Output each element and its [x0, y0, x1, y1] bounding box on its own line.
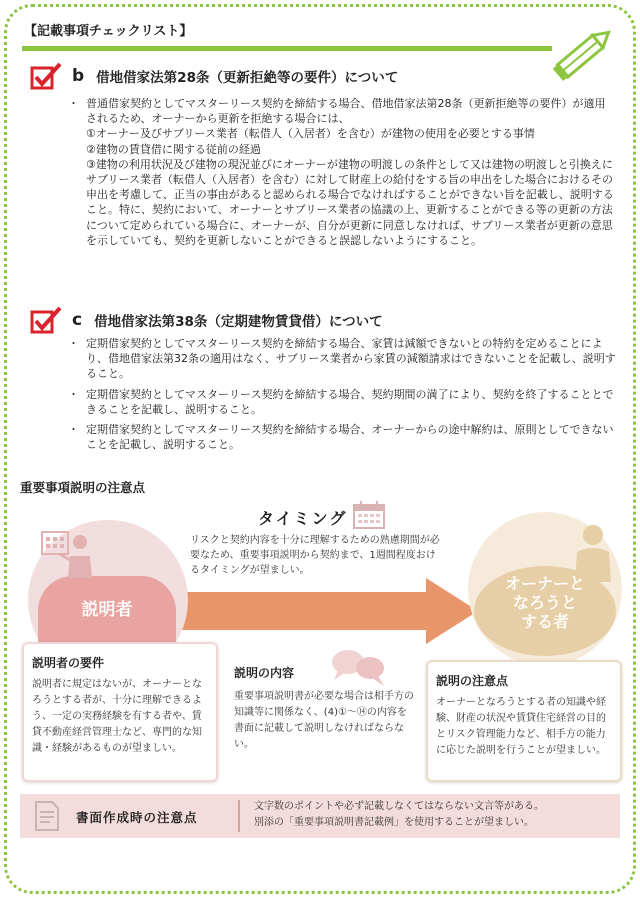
explainer-label: 説明者: [81, 600, 133, 620]
pencil-icon: [548, 18, 620, 88]
timing-title: タイミング: [258, 509, 348, 528]
list-item: ・ 定期借家契約としてマスターリース契約を締結する場合、オーナーからの途中解約は、原則としてできないことを記載し、説明すること。: [68, 422, 616, 452]
checkbox-checked-icon: [30, 306, 64, 334]
list-item: [68, 96, 616, 248]
explanation-content-block: [234, 664, 414, 753]
bullet-subline: ②建物の賃貸借に関する従前の経過: [86, 142, 261, 156]
timing-text: リスクと契約内容を十分に理解するための熟慮期間が必要なため、重要事項説明から契約まで、1週間程度おけるタイミングが望ましい。: [190, 535, 440, 576]
explanation-caution-card: [426, 660, 622, 782]
card-title: 説明の注意点: [436, 674, 509, 688]
section-c-title: 借地借家法第38条（定期建物賃貸借）について: [94, 314, 383, 330]
bullet-subline: ①オーナー及びサブリース業者（転借人（入居者）を含む）が建物の使用を必要とする事情: [86, 127, 535, 141]
content-title: 説明の内容: [234, 666, 295, 680]
content-text: 重要事項説明書が必要な場合は相手方の知識等に関係なく、(4)①～⑭の内容を書面に記載して説明しなければならない。: [234, 691, 414, 750]
document-icon: [32, 800, 62, 832]
list-item: ・ 定期借家契約としてマスターリース契約を締結する場合、家賃は減額できないとの特約を定めることにより、借地借家法第32条の適用はなく、サブリース業者から家賃の減額請求はできないことを記載し、説明すること。: [68, 336, 616, 382]
person-at-board-icon: [38, 528, 98, 584]
bottom-text: [254, 799, 544, 831]
section-c-letter: c: [72, 310, 83, 330]
bottom-text-line: 別添の「重要事項説明書記載例」を使用することが望ましい。: [254, 817, 534, 828]
bottom-divider: [238, 800, 240, 832]
page-title: 【記載事項チェックリスト】: [24, 24, 193, 39]
bullet-text: ・ 普通借家契約としてマスターリース契約を締結する場合、借地借家法第28条（更新拒絶等の要件）が適用されるため、オーナーから更新を拒絶する場合には、: [86, 97, 606, 126]
owner-label-line: なろうと: [512, 593, 577, 612]
owner-label-line: する者: [520, 612, 569, 631]
section-b-title: 借地借家法第28条（更新拒絶等の要件）について: [96, 70, 399, 86]
notes-heading: 重要事項説明の注意点: [20, 480, 146, 495]
owner-label-line: オーナーと: [504, 574, 585, 593]
checkbox-checked-icon: [30, 62, 64, 90]
bottom-label: 書面作成時の注意点: [76, 810, 198, 825]
owner-label: [474, 574, 616, 631]
section-b-heading: [30, 62, 398, 90]
bullet-subline: ③建物の利用状況及び建物の現況並びにオーナーが建物の明渡しの条件として又は建物の明渡しと引換えにサブリース業者（転借人（入居者）を含む）に対して財産上の給付をする旨の申出をした場合におけるその申出を考慮して、正当の事由があると認められる場合でなければすることができない旨を記載し、説明すること。特に、契約において、オーナーとサブリース業者の協議の上、更新することができる等の更新の方法について定められている場合に、オーナーが、自分が更新に同意しなければ、サブリース業者が更新の意思を示していても、契約を更新しないことができると誤認しないようにすること。: [86, 157, 614, 247]
list-item: ・ 定期借家契約としてマスターリース契約を締結する場合、契約期間の満了により、契約を終了することとできることを記載し、説明すること。: [68, 387, 616, 417]
section-b-list: [68, 96, 616, 253]
title-rule: [22, 46, 552, 51]
section-c-heading: [30, 306, 383, 334]
section-c-list: [68, 336, 616, 457]
flow-arrow: [178, 578, 478, 644]
explainer-requirements-card: [22, 642, 218, 782]
card-text: 説明者に規定はないが、オーナーとなろうとする者が、十分に理解できるよう、一定の実務経験を有する者や、賃貸不動産経営管理士など、専門的な知識・経験があるものが望ましい。: [32, 679, 202, 754]
bottom-text-line: 文字数のポイントや必ず記載しなくてはならない文言等がある。: [254, 801, 544, 812]
card-text: オーナーとなろうとする者の知識や経験、財産の状況や賃貸住宅経営の目的とリスク管理能力など、相手方の能力に応じた説明を行うことが望ましい。: [436, 697, 606, 756]
section-b-letter: b: [72, 66, 85, 86]
card-title: 説明者の要件: [32, 656, 105, 670]
calendar-icon: [352, 500, 386, 530]
